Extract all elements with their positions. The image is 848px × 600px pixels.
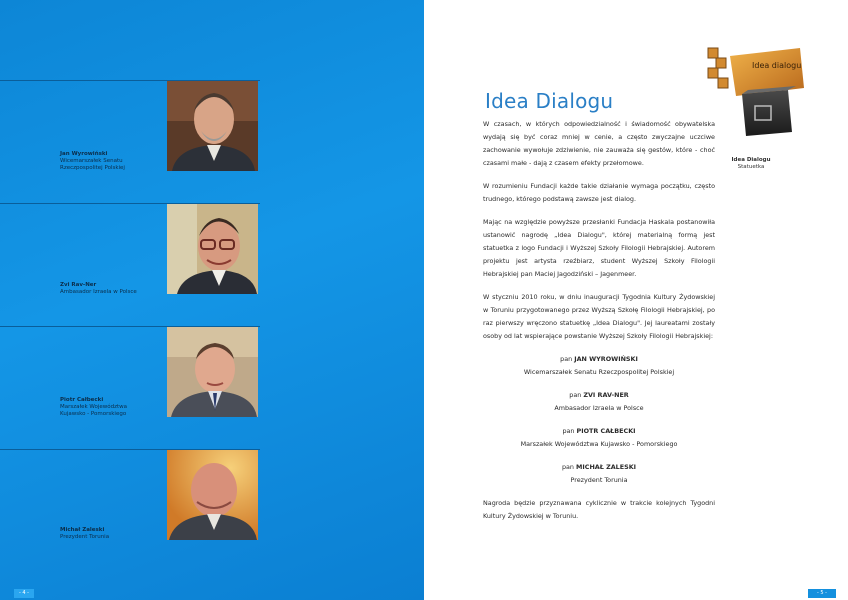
page-title: Idea Dialogu <box>485 89 614 114</box>
portrait-photo-piotr-calbecki <box>167 327 258 417</box>
portrait-photo-zvi-rav-ner <box>167 204 258 294</box>
laureate-name: JAN WYROWIŃSKI <box>574 355 638 363</box>
person-name: Michał Zaleski <box>60 527 105 533</box>
person-role: Marszałek Województwa <box>60 404 128 410</box>
person-role: Rzeczpospolitej Polskiej <box>60 165 125 171</box>
person-caption <box>60 151 125 172</box>
portrait-photo-michal-zaleski <box>167 450 258 540</box>
person-name: Zvi Rav-Ner <box>60 282 97 288</box>
person-caption <box>60 527 109 541</box>
page-number: - 5 - <box>808 589 836 598</box>
laureate-prefix: pan <box>562 427 575 435</box>
laureate-role: Marszałek Województwa Kujawsko - Pomorskiego <box>520 440 678 448</box>
page-number: - 4 - <box>14 589 34 598</box>
laureate-name: ZVI RAV-NER <box>583 391 629 399</box>
laureate-role: Prezydent Torunia <box>570 476 628 484</box>
article-body <box>483 118 715 533</box>
statuette-engraving: Idea dialogu <box>752 61 802 70</box>
laureate-prefix: pan <box>560 355 573 363</box>
statuette-caption-title: Idea Dialogu <box>731 157 771 163</box>
laureate-role: Ambasador Izraela w Polsce <box>554 404 644 412</box>
laureate-name: PIOTR CAŁBECKI <box>576 427 636 435</box>
person-name: Piotr Całbecki <box>60 397 104 403</box>
laureate-entry <box>483 461 715 487</box>
person-role: Kujawsko - Pomorskiego <box>60 411 127 417</box>
person-role: Prezydent Torunia <box>60 534 110 540</box>
paragraph: W czasach, w których odpowiedzialność i świadomość obywatelska wydają się być coraz mniej w cenie, a często zwyczajne uczciwe zachowanie wywołuje zdziwienie, nie zauważa się gestów, które - choć czasami małe - dają z czasem efekty przełomowe. <box>483 120 715 167</box>
person-name: Jan Wyrowiński <box>60 151 108 157</box>
person-role: Ambasador Izraela w Polsce <box>60 289 137 295</box>
statuette-image <box>700 38 810 138</box>
laureate-prefix: pan <box>561 463 574 471</box>
paragraph: Mając na względzie powyższe przesłanki Fundacja Haskala postanowiła ustanowić nagrodę „Idea Dialogu", której materialną formą jest statuetka z logo Fundacji i Wyższej Szkoły Filologii Hebrajskiej. Autorem projektu jest artysta rzeźbiarz, student Wyższej Szkoły Filologii Hebrajskiej pan Maciej Jagodziński – Jagenmeer. <box>483 218 715 278</box>
statuette-caption-sub: Statuetka <box>737 164 765 170</box>
paragraph: W styczniu 2010 roku, w dniu inauguracji Tygodnia Kultury Żydowskiej w Toruniu przygotowanego przez Wyższą Szkołę Filologii Hebrajskiej, po raz pierwszy wręczono statuetkę „Idea Dialogu". Jej laureatami zostały osoby od lat wspierające powstanie Wyższej Szkoły Filologii Hebrajskiej: <box>483 293 715 340</box>
paragraph: W rozumieniu Fundacji każde takie działanie wymaga początku, często trudnego, którego podstawą zawsze jest dialog. <box>483 182 715 203</box>
laureate-prefix: pan <box>569 391 582 399</box>
statuette-caption <box>721 157 781 171</box>
laureate-entry <box>483 353 715 379</box>
person-role: Wicemarszałek Senatu <box>60 158 123 164</box>
closing-paragraph: Nagroda będzie przyznawana cyklicznie w trakcie kolejnych Tygodni Kultury Żydowskiej w Toruniu. <box>483 499 715 520</box>
laureate-entry <box>483 425 715 451</box>
person-caption <box>60 282 137 296</box>
laureate-role: Wicemarszałek Senatu Rzeczpospolitej Polskiej <box>523 368 675 376</box>
right-page <box>424 0 848 600</box>
portrait-photo-jan-wyrowinski <box>167 81 258 171</box>
laureate-name: MICHAŁ ZALESKI <box>576 463 637 471</box>
laureate-entry <box>483 389 715 415</box>
person-caption <box>60 397 127 418</box>
